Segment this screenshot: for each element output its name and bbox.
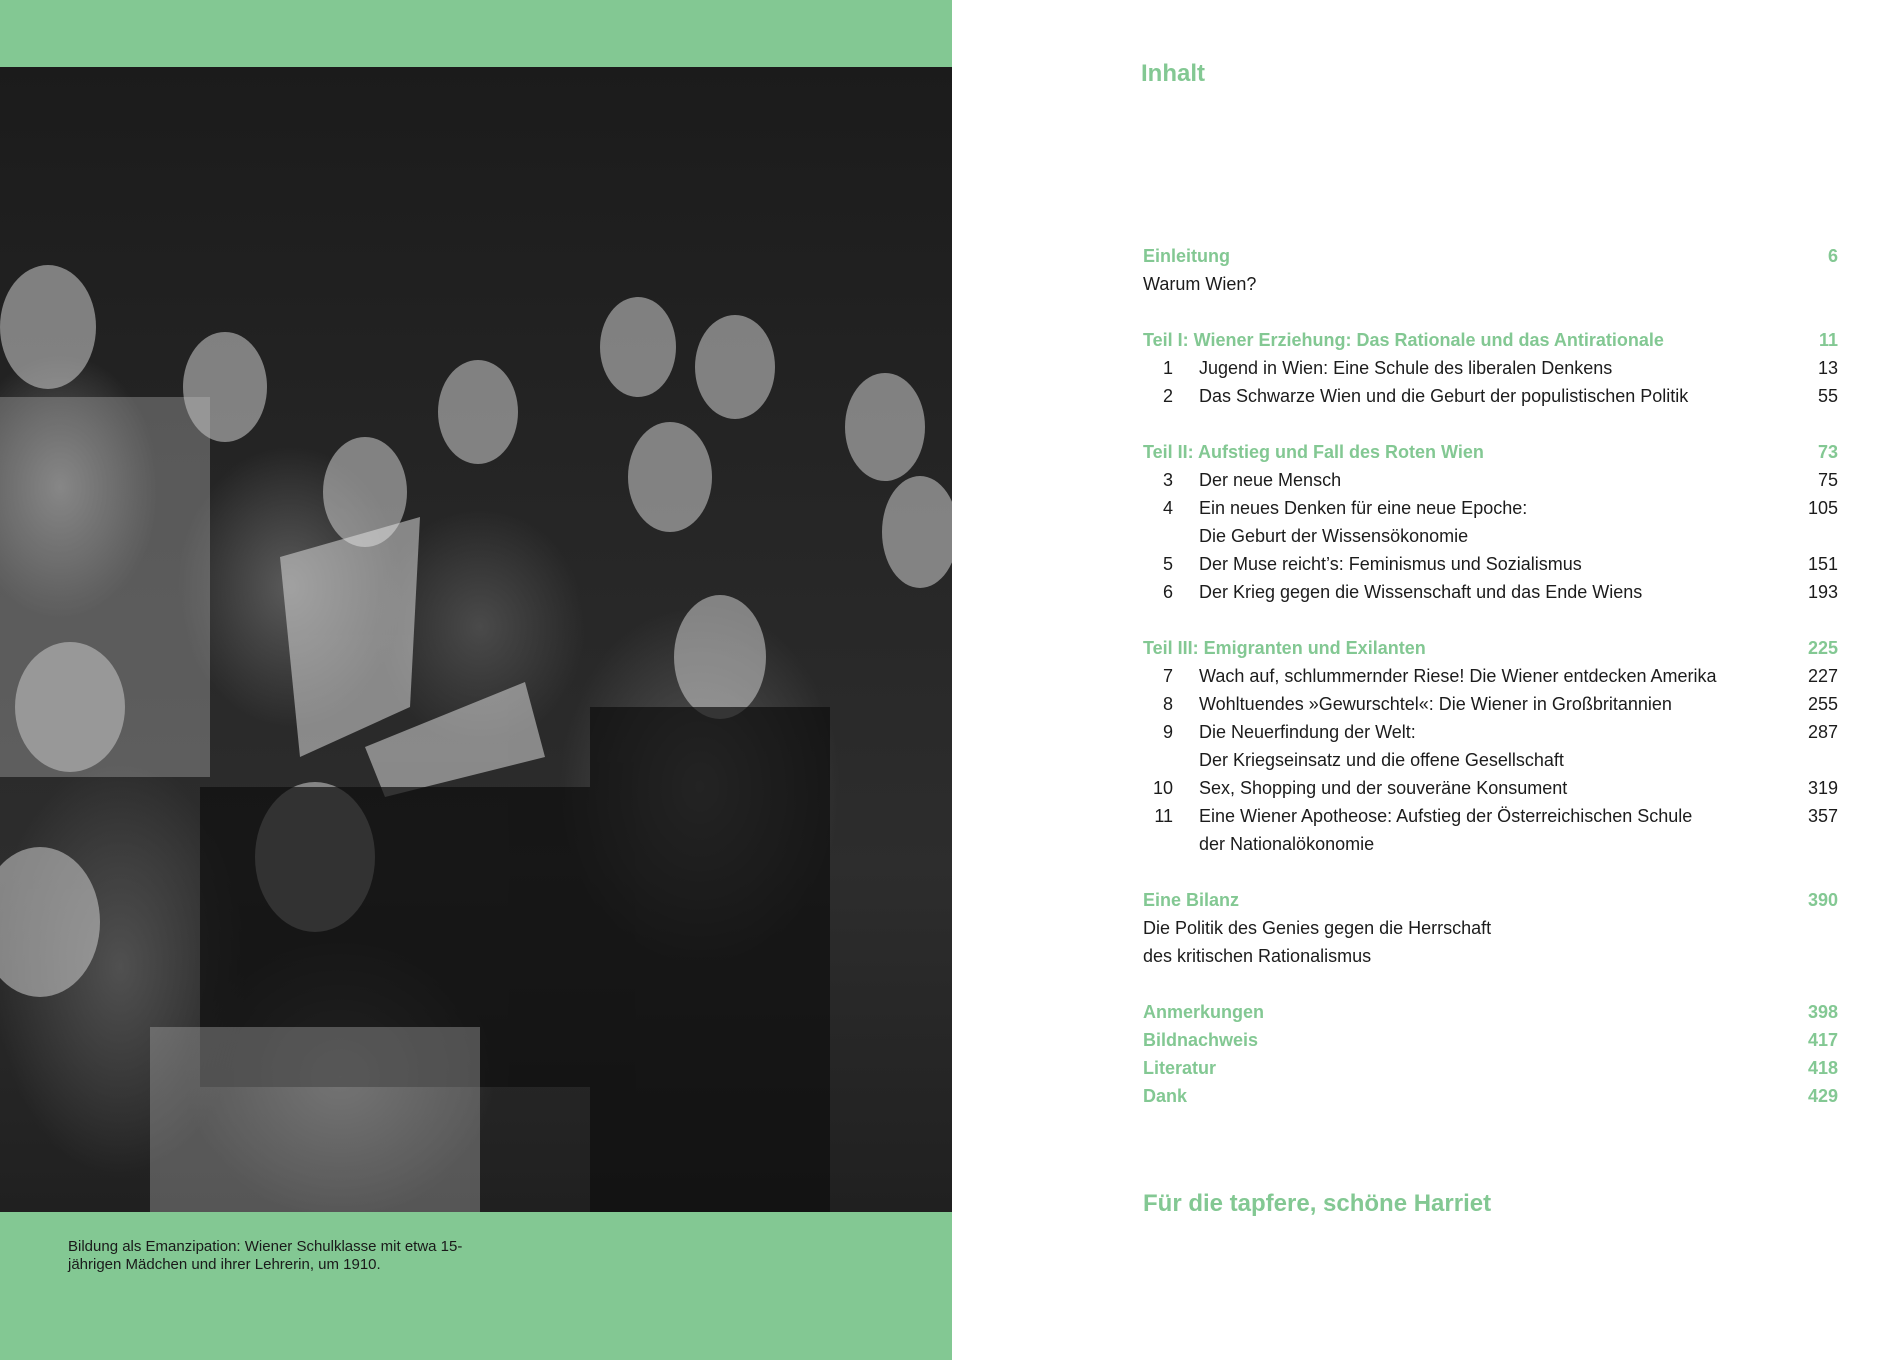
toc-entry-title: Literatur bbox=[1143, 1058, 1217, 1078]
toc-entry-title: Anmerkungen bbox=[1143, 1002, 1265, 1022]
toc-entry-title: des kritischen Rationalismus bbox=[1143, 946, 1372, 966]
toc-entry-page: 287 bbox=[1807, 722, 1838, 742]
toc-chapter-number: 5 bbox=[1162, 554, 1173, 574]
toc-entry-page: 6 bbox=[1827, 246, 1838, 266]
toc-entry-page: 417 bbox=[1807, 1030, 1838, 1050]
toc-entry-title: Der Krieg gegen die Wissenschaft und das Ende Wiens bbox=[1199, 582, 1643, 602]
toc-backmatter bbox=[1143, 998, 1838, 1026]
toc-entry-page: 151 bbox=[1807, 554, 1838, 574]
photo-figures bbox=[0, 67, 952, 1212]
toc-entry-title: Die Geburt der Wissensökonomie bbox=[1199, 526, 1469, 546]
toc-entry-title: Eine Bilanz bbox=[1143, 890, 1240, 910]
dedication: Für die tapfere, schöne Harriet bbox=[1143, 1190, 1492, 1217]
toc-entry-page: 193 bbox=[1807, 582, 1838, 602]
table-of-contents bbox=[1143, 242, 1838, 1110]
toc-entry-title: Teil I: Wiener Erziehung: Das Rationale und das Antirationale bbox=[1143, 330, 1664, 350]
toc-entry-page: 13 bbox=[1817, 358, 1838, 378]
toc-entry-title: Jugend in Wien: Eine Schule des liberalen Denkens bbox=[1199, 358, 1613, 378]
toc-entry-title: Einleitung bbox=[1143, 246, 1230, 266]
toc-chapter-continuation bbox=[1143, 746, 1838, 774]
toc-chapter-number: 6 bbox=[1162, 582, 1173, 602]
toc-entry-title: Warum Wien? bbox=[1143, 274, 1257, 294]
toc-chapter bbox=[1143, 690, 1838, 718]
toc-subtitle bbox=[1143, 942, 1838, 970]
toc-chapter bbox=[1143, 662, 1838, 690]
toc-chapter bbox=[1143, 550, 1838, 578]
toc-entry-page: 390 bbox=[1807, 890, 1838, 910]
toc-entry-title: Bildnachweis bbox=[1143, 1030, 1259, 1050]
toc-entry-title: Dank bbox=[1143, 1086, 1188, 1106]
toc-entry-page: 319 bbox=[1807, 778, 1838, 798]
toc-backmatter bbox=[1143, 1054, 1838, 1082]
toc-entry-title: Wach auf, schlummernder Riese! Die Wiener entdecken Amerika bbox=[1199, 666, 1717, 686]
toc-part-1 bbox=[1143, 326, 1838, 354]
toc-section-bilanz bbox=[1143, 886, 1838, 914]
toc-entry-title: der Nationalökonomie bbox=[1199, 834, 1375, 854]
toc-entry-page: 105 bbox=[1807, 498, 1838, 518]
toc-backmatter bbox=[1143, 1082, 1838, 1110]
toc-chapter bbox=[1143, 466, 1838, 494]
toc-entry-page: 255 bbox=[1807, 694, 1838, 714]
toc-entry-page: 11 bbox=[1818, 330, 1838, 350]
toc-entry-page: 398 bbox=[1807, 1002, 1838, 1022]
toc-entry-title: Sex, Shopping und der souveräne Konsument bbox=[1199, 778, 1568, 798]
toc-chapter-number: 3 bbox=[1162, 470, 1173, 490]
toc-chapter bbox=[1143, 494, 1838, 522]
toc-entry-title: Ein neues Denken für eine neue Epoche: bbox=[1199, 498, 1528, 518]
right-page bbox=[952, 0, 1904, 1360]
toc-entry-page: 75 bbox=[1817, 470, 1838, 490]
toc-heading: Inhalt bbox=[1141, 60, 1205, 87]
toc-entry-title: Der Kriegseinsatz und die offene Gesellschaft bbox=[1199, 750, 1564, 770]
toc-chapter bbox=[1143, 354, 1838, 382]
toc-chapter-number: 7 bbox=[1162, 666, 1173, 686]
toc-chapter-number: 10 bbox=[1152, 778, 1173, 798]
toc-chapter-continuation bbox=[1143, 830, 1838, 858]
toc-backmatter bbox=[1143, 1026, 1838, 1054]
toc-entry-title: Der Muse reicht’s: Feminismus und Sozialismus bbox=[1199, 554, 1582, 574]
toc-entry-title: Die Neuerfindung der Welt: bbox=[1199, 722, 1416, 742]
toc-entry-title: Eine Wiener Apotheose: Aufstieg der Österreichischen Schule bbox=[1199, 806, 1693, 826]
toc-chapter-number: 2 bbox=[1162, 386, 1173, 406]
toc-chapter bbox=[1143, 774, 1838, 802]
toc-entry-title: Teil III: Emigranten und Exilanten bbox=[1143, 638, 1426, 658]
toc-entry-page: 429 bbox=[1807, 1086, 1838, 1106]
toc-section-einleitung bbox=[1143, 242, 1838, 270]
toc-chapter-number: 4 bbox=[1162, 498, 1173, 518]
toc-entry-page: 73 bbox=[1817, 442, 1838, 462]
toc-entry-title: Der neue Mensch bbox=[1199, 470, 1342, 490]
toc-chapter bbox=[1143, 802, 1838, 830]
toc-chapter-number: 1 bbox=[1162, 358, 1173, 378]
toc-entry-page: 357 bbox=[1807, 806, 1838, 826]
toc-chapter bbox=[1143, 578, 1838, 606]
toc-chapter-number: 8 bbox=[1162, 694, 1173, 714]
toc-chapter-continuation bbox=[1143, 522, 1838, 550]
toc-chapter bbox=[1143, 718, 1838, 746]
toc-entry-page: 225 bbox=[1807, 638, 1838, 658]
toc-subtitle bbox=[1143, 914, 1838, 942]
toc-part-3 bbox=[1143, 634, 1838, 662]
toc-entry-page: 55 bbox=[1817, 386, 1838, 406]
toc-entry-title: Das Schwarze Wien und die Geburt der populistischen Politik bbox=[1199, 386, 1689, 406]
toc-chapter-number: 9 bbox=[1162, 722, 1173, 742]
toc-entry-page: 418 bbox=[1807, 1058, 1838, 1078]
toc-chapter-number: 11 bbox=[1154, 806, 1173, 826]
toc-subtitle bbox=[1143, 270, 1838, 298]
toc-part-2 bbox=[1143, 438, 1838, 466]
photo-caption: Bildung als Emanzipation: Wiener Schulklasse mit etwa 15-jährigen Mädchen und ihrer Lehrerin, um 1910. bbox=[68, 1238, 463, 1273]
toc-entry-title: Teil II: Aufstieg und Fall des Roten Wien bbox=[1143, 442, 1484, 462]
toc-chapter bbox=[1143, 382, 1838, 410]
toc-entry-title: Wohltuendes »Gewurschtel«: Die Wiener in Großbritannien bbox=[1199, 694, 1672, 714]
classroom-photo bbox=[0, 67, 952, 1212]
toc-entry-title: Die Politik des Genies gegen die Herrschaft bbox=[1143, 918, 1492, 938]
toc-entry-page: 227 bbox=[1807, 666, 1838, 686]
